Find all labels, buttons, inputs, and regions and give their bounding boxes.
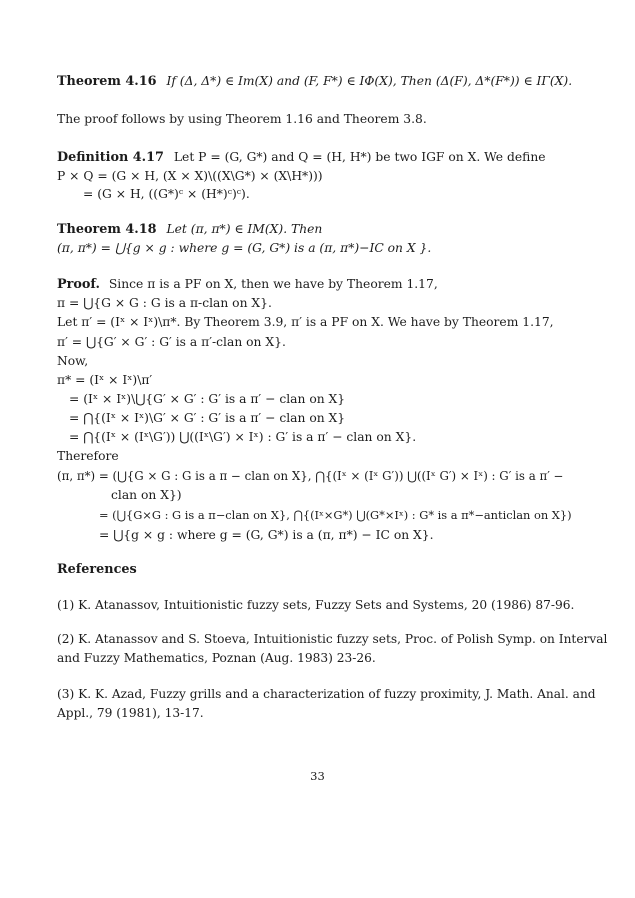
theorem-4-18-label: Theorem 4.18 — [57, 222, 157, 237]
theorem-4-16-statement: If (Δ, Δ*) ∈ Im(X) and (F, F*) ∈ IΦ(X), Then (Δ(F), Δ*(F*)) ∈ IΓ(X). — [166, 74, 573, 88]
definition-4-17-equality: = (G × H, ((G*)ᶜ × (H*)ᶜ)ᶜ). — [83, 187, 250, 201]
reference-2-cont: and Fuzzy Mathematics, Poznan (Aug. 1983) 23-26. — [57, 651, 376, 665]
proof-text: Since π is a PF on X, then we have by Theorem 1.17, — [108, 277, 438, 291]
proof-4-18-line-2: π = ⋃{G × G : G is a π-clan on X}. — [57, 296, 272, 310]
references-heading: References — [57, 562, 137, 577]
definition-4-17-product: P × Q = (G × H, (X × X)\((X\G*) × (X\H*))) — [57, 169, 323, 183]
proof-4-18-line-5: Now, — [57, 354, 89, 368]
proof-label: Proof. — [57, 277, 100, 292]
definition-4-17-text: Let P = (G, G*) and Q = (H, H*) be two IGF on X. We define — [173, 150, 546, 164]
page-number: 33 — [310, 769, 325, 783]
proof-4-18-line-4: π′ = ⋃{G′ × G′ : G′ is a π′-clan on X}. — [57, 335, 286, 349]
theorem-4-16 — [57, 73, 572, 90]
proof-4-18-line-9: = ⋂{(Iˣ × (Iˣ\G′)) ⋃((Iˣ\G′) × Iˣ) : G′ is a π′ − clan on X}. — [69, 430, 417, 444]
proof-4-18-line-3: Let π′ = (Iˣ × Iˣ)\π*. By Theorem 3.9, π′ is a PF on X. We have by Theorem 1.17, — [57, 315, 554, 329]
reference-3-cont: Appl., 79 (1981), 13-17. — [57, 706, 204, 720]
reference-1: (1) K. Atanassov, Intuitionistic fuzzy sets, Fuzzy Sets and Systems, 20 (1986) 87-96. — [57, 598, 575, 612]
reference-2: (2) K. Atanassov and S. Stoeva, Intuitionistic fuzzy sets, Proc. of Polish Symp. on Interval — [57, 632, 608, 646]
proof-4-18-line-13: = (⋃{G×G : G is a π−clan on X}, ⋂{(Iˣ×G*) ⋃(G*×Iˣ) : G* is a π*−anticlan on X}) — [99, 508, 572, 522]
proof-4-18-line-8: = ⋂{(Iˣ × Iˣ)\G′ × G′ : G′ is a π′ − clan on X} — [69, 411, 346, 425]
theorem-4-18 — [57, 221, 322, 238]
definition-4-17 — [57, 149, 546, 166]
proof-4-18-line-10: Therefore — [57, 449, 119, 463]
reference-3: (3) K. K. Azad, Fuzzy grills and a characterization of fuzzy proximity, J. Math. Anal. and — [57, 687, 596, 701]
proof-4-18-line-14: = ⋃{g × g : where g = (G, G*) is a (π, π*) − IC on X}. — [99, 528, 434, 542]
theorem-4-16-label: Theorem 4.16 — [57, 74, 157, 89]
proof-4-18-line-6: π* = (Iˣ × Iˣ)\π′ — [57, 373, 153, 387]
proof-4-18-line-7: = (Iˣ × Iˣ)\⋃{G′ × G′ : G′ is a π′ − clan on X} — [69, 392, 346, 406]
proof-4-18-line-11: (π, π*) = (⋃{G × G : G is a π − clan on X}, ⋂{(Iˣ × (Iˣ G′)) ⋃((Iˣ G′) × Iˣ) : G′ is a π′ − — [57, 469, 564, 483]
theorem-4-18-formula: (π, π*) = ⋃{g × g : where g = (G, G*) is a (π, π*)−IC on X }. — [57, 241, 432, 255]
proof-4-16: The proof follows by using Theorem 1.16 and Theorem 3.8. — [57, 112, 427, 126]
theorem-4-18-text: Let (π, π*) ∈ IM(X). Then — [166, 222, 323, 236]
definition-4-17-label: Definition 4.17 — [57, 150, 164, 165]
proof-4-18-line-12: clan on X}) — [111, 488, 182, 502]
proof-4-18-line-1 — [57, 276, 438, 293]
